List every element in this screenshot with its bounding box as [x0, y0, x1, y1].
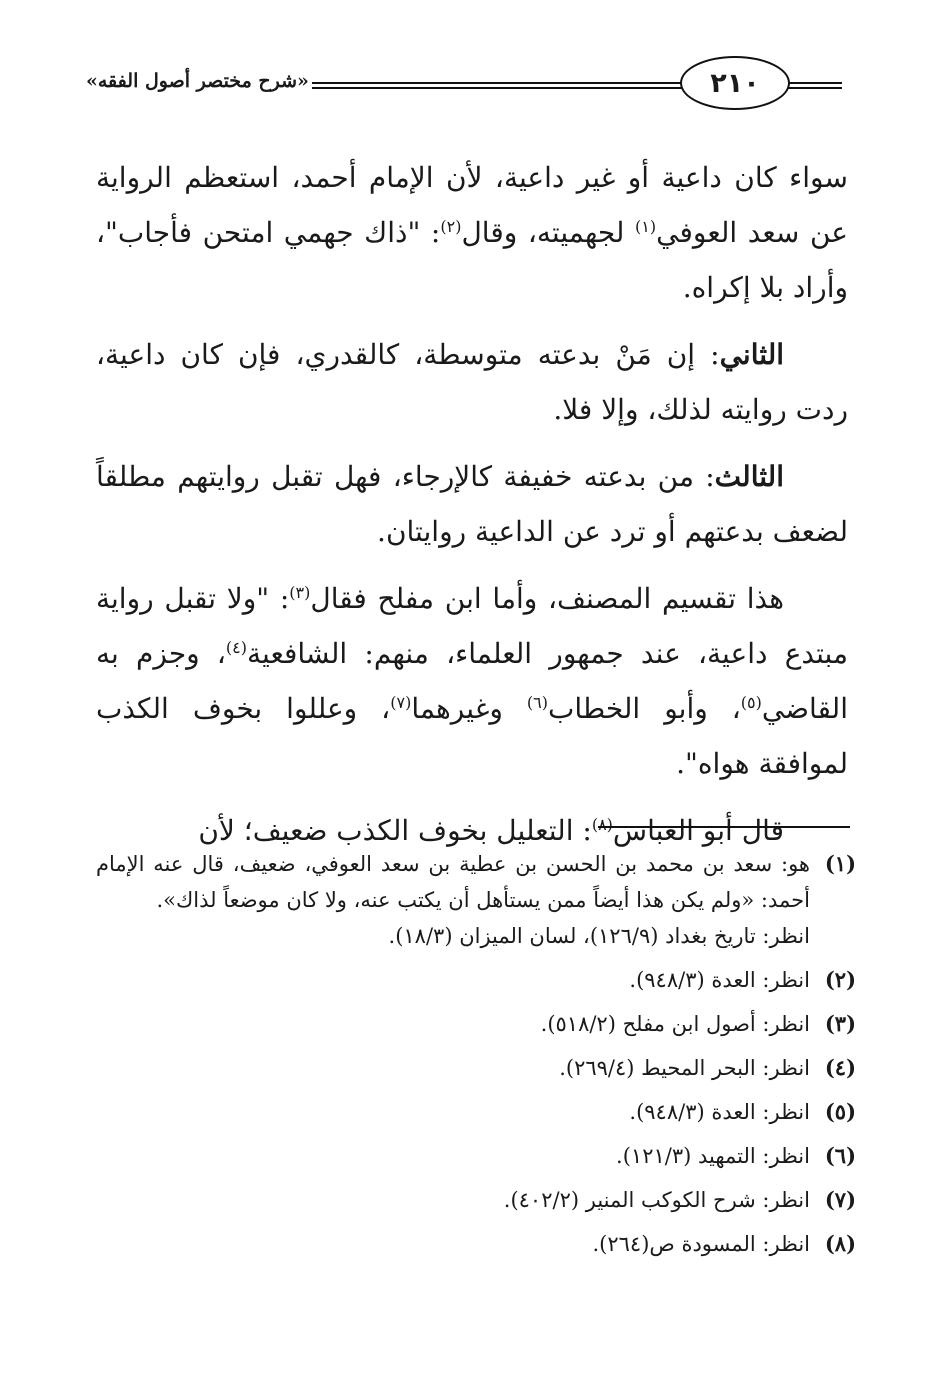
main-text [96, 150, 848, 870]
footnote-ref: (٥) [740, 693, 762, 712]
footnote-text: انظر: البحر المحيط (٢٦٩/٤). [559, 1056, 810, 1080]
page-number: ٢١٠ [680, 56, 790, 110]
page-header [80, 56, 850, 112]
footnote-text: انظر: التمهيد (١٢١/٣). [616, 1144, 810, 1168]
footnote [96, 1138, 856, 1174]
footnote [96, 1094, 856, 1130]
text-run: : إن مَنْ بدعته متوسطة، كالقدري، فإن كان داعية، ردت روايته لذلك، وإلا فلا. [96, 338, 848, 426]
footnote-text: انظر: العدة (٩٤٨/٣). [629, 1100, 810, 1124]
footnote-ref: (٤) [225, 638, 248, 657]
footnote-text: انظر: تاريخ بغداد (١٢٦/٩)، لسان الميزان (١٨/٣). [388, 924, 810, 948]
footnote-text: هو: سعد بن محمد بن الحسن بن عطية بن سعد العوفي، ضعيف، قال عنه الإمام أحمد: «ولم يكن هذا أيضاً ممن يستأهل أن يكتب عنه، ولا كان موضعاً لذاك». [96, 852, 810, 912]
text-run: ، وأبو الخطاب [547, 692, 741, 725]
footnote-number: (٤) [824, 1055, 856, 1080]
text-run: ، وجزم به القاضي [96, 637, 848, 725]
footnote-number: (٣) [824, 1011, 856, 1036]
text-run: : من بدعته خفيفة كالإرجاء، فهل تقبل روايتهم مطلقاً لضعف بدعتهم أو ترد عن الداعية روايتان. [96, 460, 848, 548]
footnote [96, 1050, 856, 1086]
text-run: : التعليل بخوف الكذب ضعيف؛ لأن [198, 814, 592, 847]
paragraph [96, 327, 848, 437]
footnote-text: انظر: شرح الكوكب المنير (٤٠٢/٢). [503, 1188, 810, 1212]
footnote [96, 1226, 856, 1262]
paragraph [96, 449, 848, 559]
footnote-text: انظر: أصول ابن مفلح (٥١٨/٢). [540, 1012, 810, 1036]
footnote-text: انظر: العدة (٩٤٨/٣). [629, 968, 810, 992]
footnotes [96, 846, 856, 1270]
footnote-ref: (١) [635, 217, 657, 236]
footnote-ref: (٧) [390, 693, 412, 712]
text-run: وغيرهما [411, 692, 527, 725]
footnote-number: (٢) [824, 967, 856, 992]
footnote [96, 1182, 856, 1218]
footnote-ref: (٣) [289, 583, 311, 602]
text-run: : "ولا تقبل رواية مبتدع داعية، عند جمهور العلماء، منهم: الشافعية [96, 582, 848, 670]
footnote [96, 846, 856, 954]
footnote-ref: (٢) [440, 217, 462, 236]
text-run: هذا تقسيم المصنف، وأما ابن مفلح فقال [310, 582, 784, 615]
text-run: ، وعللوا بخوف الكذب لموافقة هواه". [96, 692, 848, 780]
footnote-number: (٦) [824, 1143, 856, 1168]
paragraph [96, 571, 848, 791]
footnote [96, 1006, 856, 1042]
footnote-number: (٥) [824, 1099, 856, 1124]
footnote-ref: (٨) [591, 815, 613, 834]
text-run: قال أبو العباس [612, 814, 784, 847]
running-title: «شرح مختصر أصول الفقه» [86, 70, 309, 92]
footnote-number: (٧) [824, 1187, 856, 1212]
text-run: : "ذاك جهمي امتحن فأجاب"، وأراد بلا إكراه. [96, 216, 848, 304]
footnote-text: انظر: المسودة ص(٢٦٤). [592, 1232, 810, 1256]
footnote-ref: (٦) [526, 693, 548, 712]
footnote-number: (١) [824, 851, 856, 876]
section-label: الثاني [719, 338, 784, 371]
paragraph [96, 150, 848, 315]
footnote-separator [598, 826, 850, 828]
text-run: سواء كان داعية أو غير داعية، لأن الإمام أحمد، استعظم الرواية عن سعد العوفي [96, 161, 848, 249]
section-label: الثالث [714, 460, 784, 493]
footnote-number: (٨) [824, 1231, 856, 1256]
footnote [96, 962, 856, 998]
text-run: لجهميته، وقال [461, 216, 636, 249]
